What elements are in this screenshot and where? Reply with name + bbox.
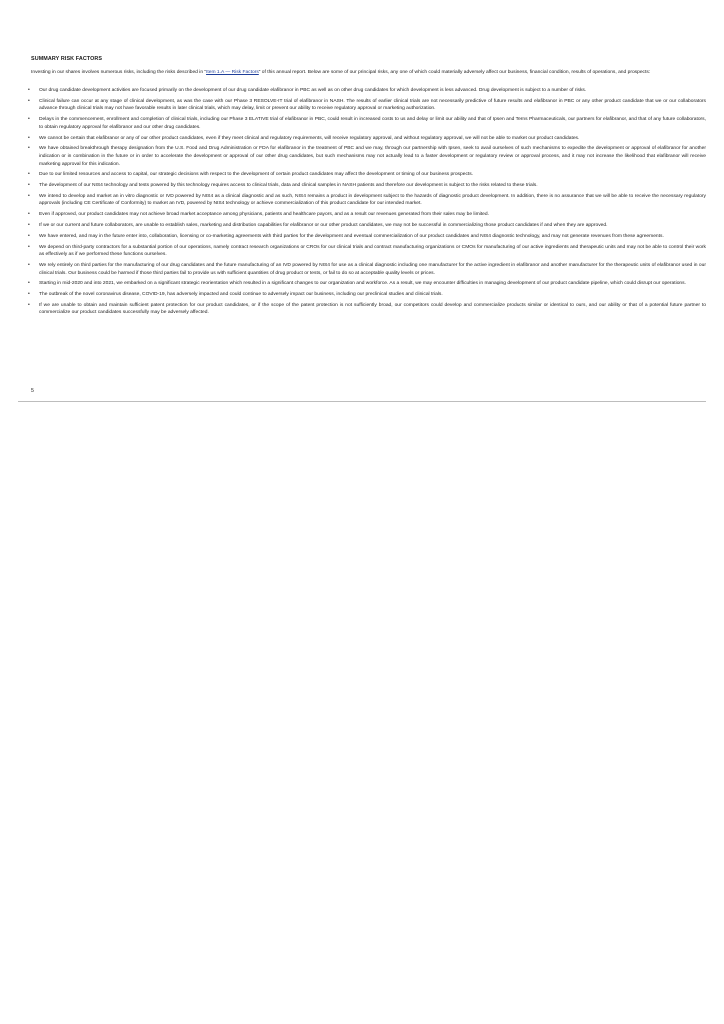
bullet-icon: • [28, 243, 30, 250]
bullet-icon: • [28, 301, 30, 308]
risk-factor-text: We have entered, and may in the future enter into, collaboration, licensing or co-marketing agreements with third parties for the development and eventual commercialization of our product candidates and NIS4 diagnostic technology, and may not generate revenues from these agreements. [39, 233, 664, 239]
bullet-icon: • [28, 291, 30, 298]
risk-factor-text: Our drug candidate development activities are focused primarily on the development of our drug candidate elafibranor in PBC as well as on other drug candidates for which development is less advanced. Drug development is subject to a number of risks. [39, 88, 587, 93]
bullet-icon: • [28, 97, 30, 104]
risk-factor-item [18, 280, 706, 288]
risk-factor-text: Due to our limited resources and access to capital, our strategic decisions with respect to the development of certain product candidates may affect the development or timing of our business prospects. [39, 172, 474, 178]
risk-factor-item [18, 291, 706, 299]
bullet-icon: • [28, 134, 30, 141]
bullet-icon: • [28, 171, 30, 178]
bullet-icon: • [28, 280, 30, 287]
risk-factor-text: Clinical failure can occur at any stage of clinical development, as was the case with our Phase 3 RESOLVE-IT trial of elafibranor in NASH. The results of earlier clinical trials are not necessarily predictive of future results and elafibranor in PBC or any other product candidate that we or our collaborators advance through clinical trials may not have favorable results in later clinical trials, which may delay, limit or prevent our ability to receive regulatory approval or marketing authorization. [39, 98, 706, 112]
risk-factor-item [18, 244, 706, 259]
risk-factor-text: We rely entirely on third parties for the manufacturing of our drug candidates and the future manufacturing of an IVD powered by NIS4 for use as a clinical diagnostic including one manufacturer for the active ingredient in elafibranor and another manufacturer for the therapeutic units of elafibranor used in our clinical trials. Our business could be harmed if those third parties fail to provide us with sufficient quantities of drug product or tests, or fail to do so at acceptable quality levels or prices. [39, 262, 706, 276]
risk-factor-item [18, 233, 706, 241]
intro-text-after: ” of this annual report. Below are some of our principal risks, any one of which could materially adversely affect our business, financial condition, results of operations, and prospects: [258, 70, 651, 75]
risk-factor-item [18, 211, 706, 219]
risk-factor-item [18, 98, 706, 113]
risk-factor-list [18, 87, 706, 320]
risk-factor-text: If we or our current and future collaborators, are unable to establish sales, marketing and distribution capabilities for elafibranor or our other product candidates, we may not be successful in commercializing those product candidates if and when they are approved. [39, 223, 608, 228]
bullet-icon: • [28, 222, 30, 228]
risk-factor-item [18, 116, 706, 131]
page-divider [18, 401, 706, 402]
risk-factor-item [18, 87, 706, 95]
risk-factor-text: If we are unable to obtain and maintain sufficient patent protection for our product candidates, or if the scope of the patent protection is not sufficiently broad, our competitors could develop and commercialize products similar or identical to ours, and our ability or that of a potential future partner to commercialize our product candidates successfully may be adversely affected. [39, 302, 706, 316]
bullet-icon: • [28, 211, 30, 218]
bullet-icon: • [28, 87, 30, 93]
intro-text-before: Investing in our shares involves numerous risks, including the risks described in “ [31, 70, 207, 75]
risk-factor-item [18, 193, 706, 208]
risk-factor-item [18, 171, 706, 179]
section-heading: SUMMARY RISK FACTORS [31, 56, 103, 62]
risk-factor-item [18, 222, 706, 230]
risk-factor-item [18, 182, 706, 190]
risk-factor-item [18, 135, 706, 143]
bullet-icon: • [28, 261, 30, 268]
risk-factor-text: Delays in the commencement, enrollment and completion of clinical trials, including our Phase 3 ELATIVE trial of elafibranor in PBC, could result in increased costs to us and delay or limit our ability and that of Ipsen and Terns Pharmaceuticals, our partners for elafibranor, and that of any future collaborators, to obtain regulatory approval for elafibranor and our other drug candidates. [39, 117, 706, 130]
risk-factor-text: We depend on third-party contractors for a substantial portion of our operations, namely contract research organizations or CROs for our clinical trials and contract manufacturing organizations or CMOs for manufacturing of our active ingredients and therapeutic units and may not be able to control their work as effectively as if we performed these functions ourselves. [39, 244, 706, 258]
bullet-icon: • [28, 145, 30, 152]
risk-factor-text: We cannot be certain that elafibranor or any of our other product candidates, even if they meet clinical and regulatory requirements, will receive regulatory approval, and without regulatory approval, we will not be able to market our product candidates. [39, 135, 580, 141]
bullet-icon: • [28, 182, 30, 189]
intro-paragraph [18, 69, 706, 76]
page-number: 5 [31, 388, 34, 394]
risk-factor-text: We intend to develop and market an in vitro diagnostic or IVD powered by NIS4 as a clinical diagnostic and as such, NIS4 remains a product in development subject to the hazards of diagnostic product development. In addition, there is no assurance that we will be able to receive the necessary regulatory approvals (including CE Certificate of Conformity) to market an IVD, powered by NIS4 technology or achieve commercialization of this product candidate for our intended market. [39, 193, 706, 207]
risk-factor-item [18, 262, 706, 277]
risk-factor-text: The outbreak of the novel coronavirus disease, COVID-19, has adversely impacted and could continue to adversely impact our business, including our preclinical studies and clinical trials. [39, 292, 443, 298]
bullet-icon: • [28, 232, 30, 239]
bullet-icon: • [28, 192, 30, 199]
risk-factors-link[interactable]: Item 1.A — Risk Factors [206, 70, 259, 75]
bullet-icon: • [28, 116, 30, 123]
risk-factor-text: We have obtained breakthrough therapy designation from the U.S. Food and Drug Administration or FDA for elafibranor in the treatment of PBC and we may, through our partnership with Ipsen, seek to avail ourselves of such mechanisms to expedite the development or approval of elafibranor for another indication or in combination in the future or in order to accelerate the development or approval of our other drug candidates, but such mechanisms may not actually lead to a faster development or regulatory review or approval process, and it may not increase the likelihood that elafibranor will receive marketing approval for this indication. [39, 146, 706, 167]
risk-factor-text: Starting in mid-2020 and into 2021, we embarked on a significant strategic reorientation which resulted in a significant changes to our organization and workforce. As a result, we may encounter difficulties in managing development of our product candidate pipeline, which could disrupt our operations. [39, 281, 686, 287]
risk-factor-text: The development of our NIS4 technology and tests powered by this technology requires access to clinical trials, data and clinical samples in NASH patients and therefore our development is subject to the risks related to these trials. [39, 183, 538, 189]
risk-factor-text: Even if approved, our product candidates may not achieve broad market acceptance among physicians, patients and healthcare payors, and as a result our revenues generated from their sales may be limited. [39, 212, 489, 218]
risk-factor-item [18, 302, 706, 317]
risk-factor-item [18, 145, 706, 168]
